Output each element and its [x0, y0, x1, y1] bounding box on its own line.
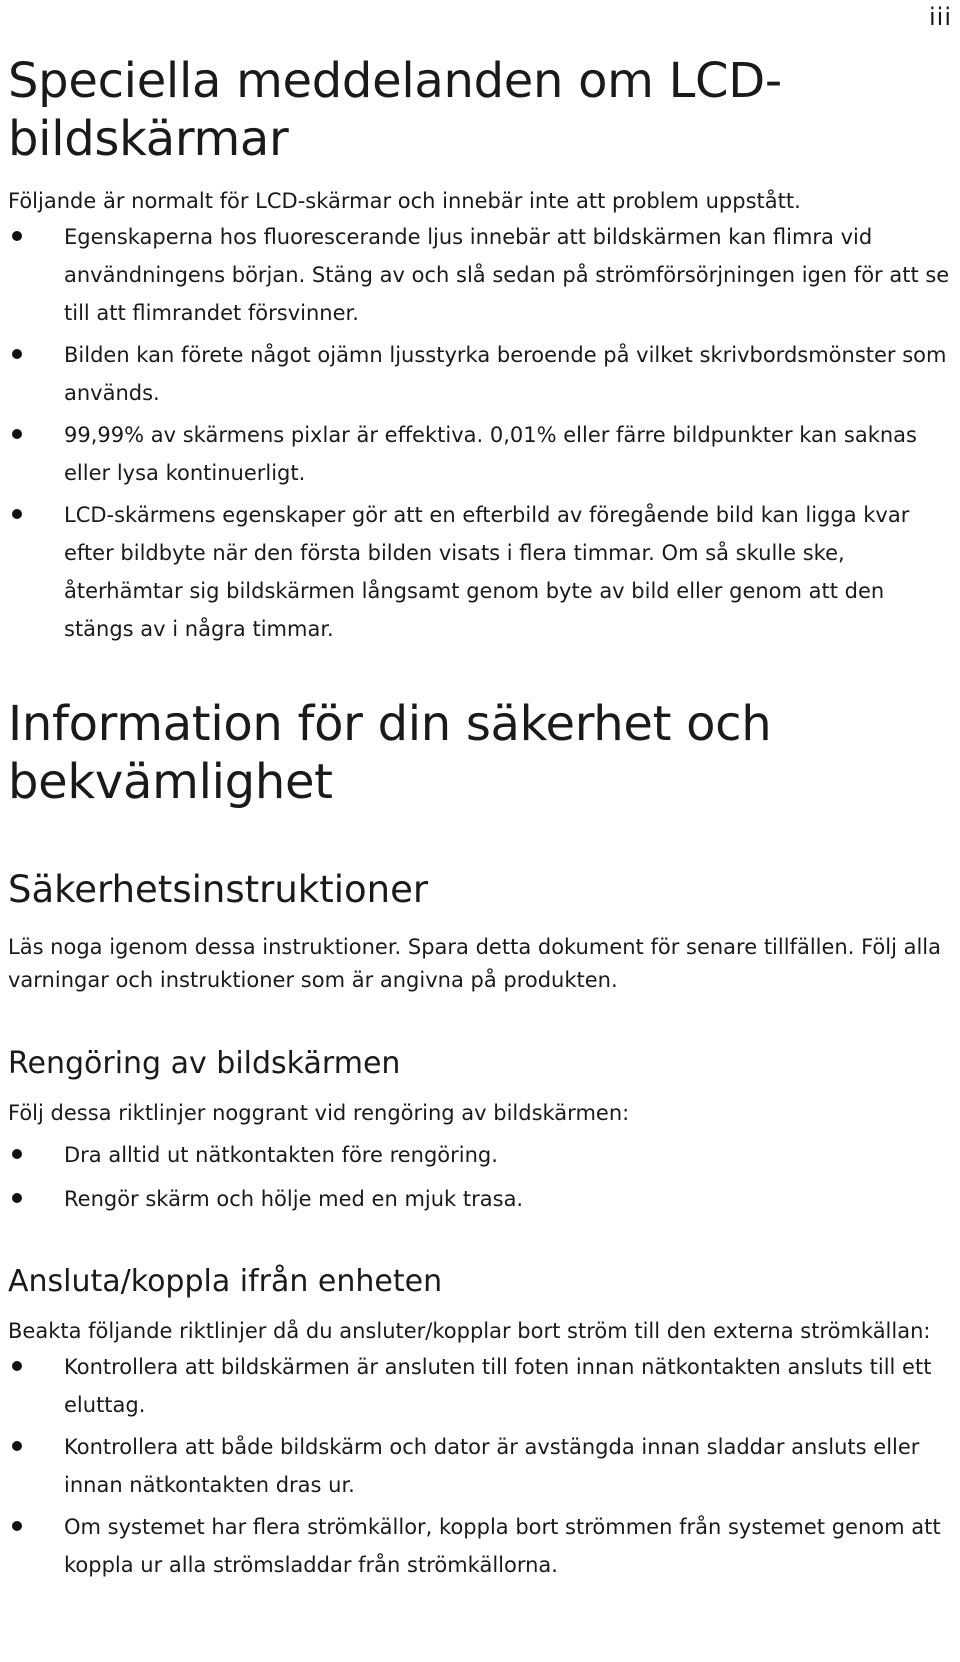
cleaning-list [8, 1136, 953, 1218]
bullet-icon [12, 509, 22, 519]
list-item [8, 496, 953, 648]
cleaning-heading: Rengöring av bildskärmen [8, 1046, 401, 1081]
list-item [8, 1180, 953, 1218]
list-item-text: Kontrollera att både bildskärm och dator är avstängda innan sladdar ansluts eller innan nätkontakten dras ur. [64, 1435, 920, 1497]
list-item-text: Egenskaperna hos fluorescerande ljus innebär att bildskärmen kan flimra vid användningens början. Stäng av och slå sedan på strömförsörjningen igen för att se till att flimrandet försvinner. [64, 225, 950, 325]
safety-instructions-heading: Säkerhetsinstruktioner [8, 868, 429, 911]
list-item-text: LCD-skärmens egenskaper gör att en efterbild av föregående bild kan ligga kvar efter bildbyte när den första bilden visats i flera timmar. Om så skulle ske, återhämtar sig bildskärmen långsamt genom byte av bild eller genom att den stängs av i några timmar. [64, 503, 910, 641]
list-item [8, 1508, 953, 1584]
list-item-text: Om systemet har flera strömkällor, koppla bort strömmen från systemet genom att koppla ur alla strömsladdar från strömkällorna. [64, 1515, 941, 1577]
list-item-text: 99,99% av skärmens pixlar är effektiva. 0,01% eller färre bildpunkter kan saknas eller lysa kontinuerligt. [64, 423, 917, 485]
list-item-text: Bilden kan förete något ojämn ljusstyrka beroende på vilket skrivbordsmönster som används. [64, 343, 947, 405]
lcd-notices-heading: Speciella meddelanden om LCD-bildskärmar [8, 53, 782, 167]
list-item [8, 1428, 953, 1504]
page-content [8, 0, 953, 1584]
list-item [8, 1136, 953, 1174]
list-item [8, 218, 953, 332]
list-item-text: Rengör skärm och hölje med en mjuk trasa. [64, 1187, 524, 1211]
bullet-icon [12, 1521, 22, 1531]
list-item-text: Kontrollera att bildskärmen är ansluten till foten innan nätkontakten ansluts till ett eluttag. [64, 1355, 932, 1417]
bullet-icon [12, 1441, 22, 1451]
bullet-icon [12, 1149, 22, 1159]
bullet-icon [12, 349, 22, 359]
safety-instructions-intro: Läs noga igenom dessa instruktioner. Spara detta dokument för senare tillfällen. Följ alla varningar och instruktioner som är angivna på produkten. [8, 935, 941, 992]
connect-disconnect-heading: Ansluta/koppla ifrån enheten [8, 1264, 443, 1299]
list-item [8, 1348, 953, 1424]
bullet-icon [12, 231, 22, 241]
bullet-icon [12, 1361, 22, 1371]
list-item [8, 416, 953, 492]
lcd-notices-intro: Följande är normalt för LCD-skärmar och innebär inte att problem uppstått. [8, 189, 801, 213]
list-item [8, 336, 953, 412]
bullet-icon [12, 1193, 22, 1203]
cleaning-intro: Följ dessa riktlinjer noggrant vid rengöring av bildskärmen: [8, 1101, 630, 1125]
lcd-notices-list [8, 218, 953, 648]
bullet-icon [12, 429, 22, 439]
connect-disconnect-list [8, 1348, 953, 1584]
safety-comfort-heading: Information för din säkerhet och bekvämlighet [8, 696, 772, 810]
connect-disconnect-intro: Beakta följande riktlinjer då du ansluter/kopplar bort ström till den externa strömkällan: [8, 1319, 931, 1343]
page-number: iii [928, 3, 952, 31]
list-item-text: Dra alltid ut nätkontakten före rengöring. [64, 1143, 498, 1167]
